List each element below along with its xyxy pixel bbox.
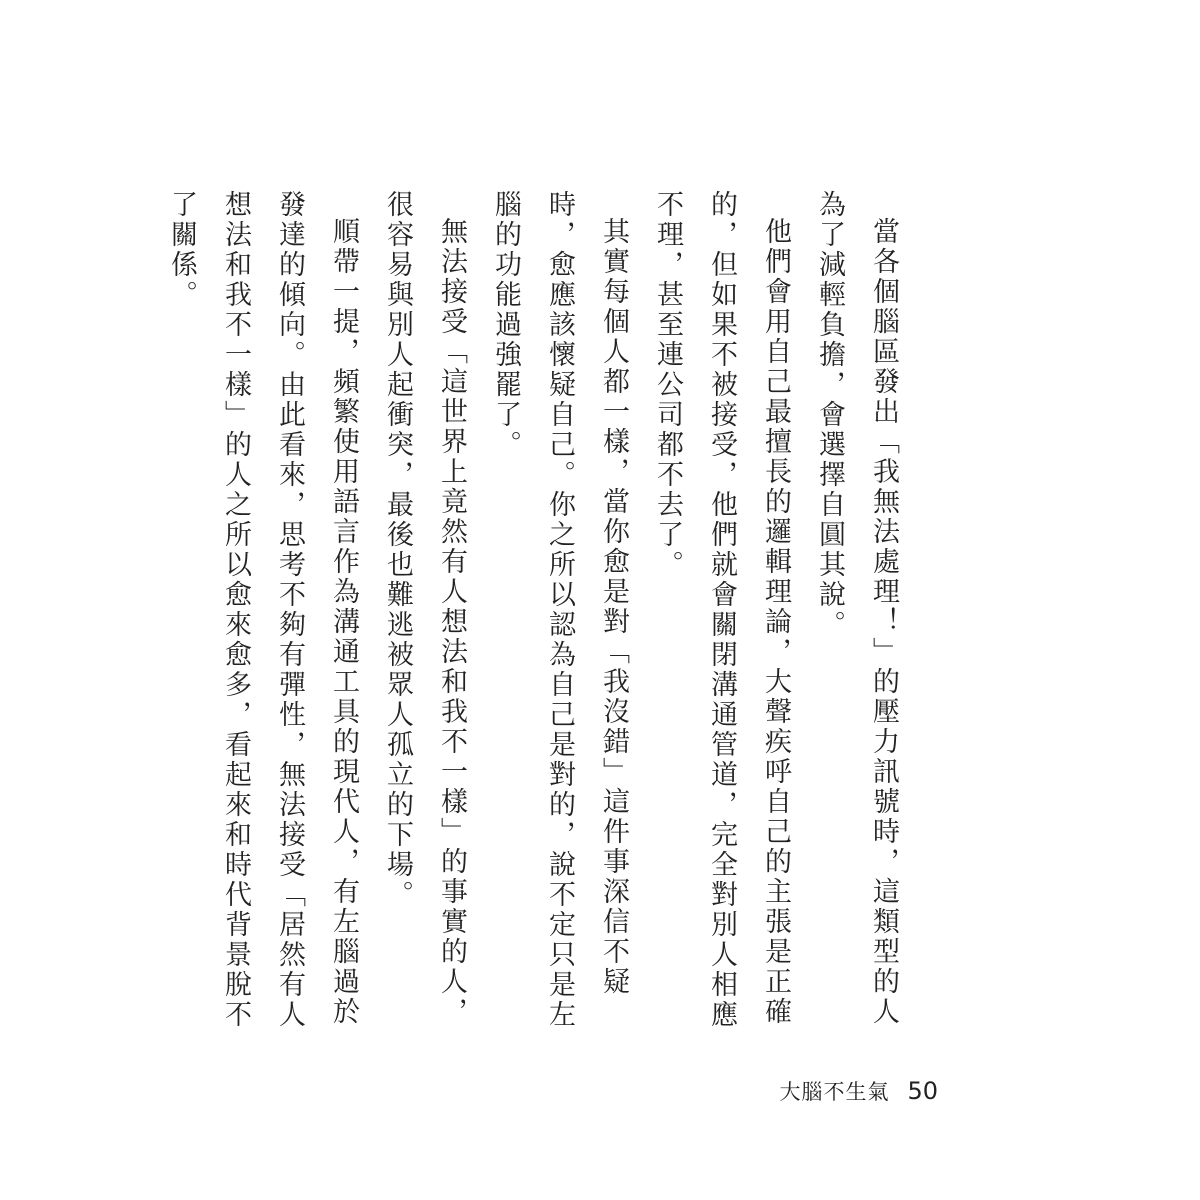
body-text — [154, 190, 910, 1030]
paragraph-1: 當各個腦區發出「我無法處理！」的壓力訊號時，這類型的人為了減輕負擔，會選擇自圓其說。 — [814, 190, 899, 1027]
paragraph-3: 其實每個人都一樣，當你愈是對「我沒錯」這件事深信不疑時，愈應該懷疑自己。你之所以認為自己是對的，說不定只是左腦的功能過強罷了。 — [490, 190, 629, 1030]
paragraph-4: 無法接受「這世界上竟然有人想法和我不一樣」的事實的人，很容易與別人起衝突，最後也難逃被眾人孤立的下場。 — [382, 190, 467, 1027]
running-title: 大腦不生氣 — [779, 1080, 890, 1104]
page-footer — [779, 1076, 938, 1106]
paragraph-5: 順帶一提，頻繁使用語言作為溝通工具的現代人，有左腦過於發達的傾向。由此看來，思考不夠有彈性，無法接受「居然有人想法和我不一樣」的人之所以愈來愈多，看起來和時代背景脫不了關係。 — [166, 190, 359, 1030]
paragraph-2: 他們會用自己最擅長的邏輯理論，大聲疾呼自己的主張是正確的，但如果不被接受，他們就會關閉溝通管道，完全對別人相應不理，甚至連公司都不去了。 — [652, 190, 791, 1030]
page-number: 50 — [907, 1077, 938, 1105]
